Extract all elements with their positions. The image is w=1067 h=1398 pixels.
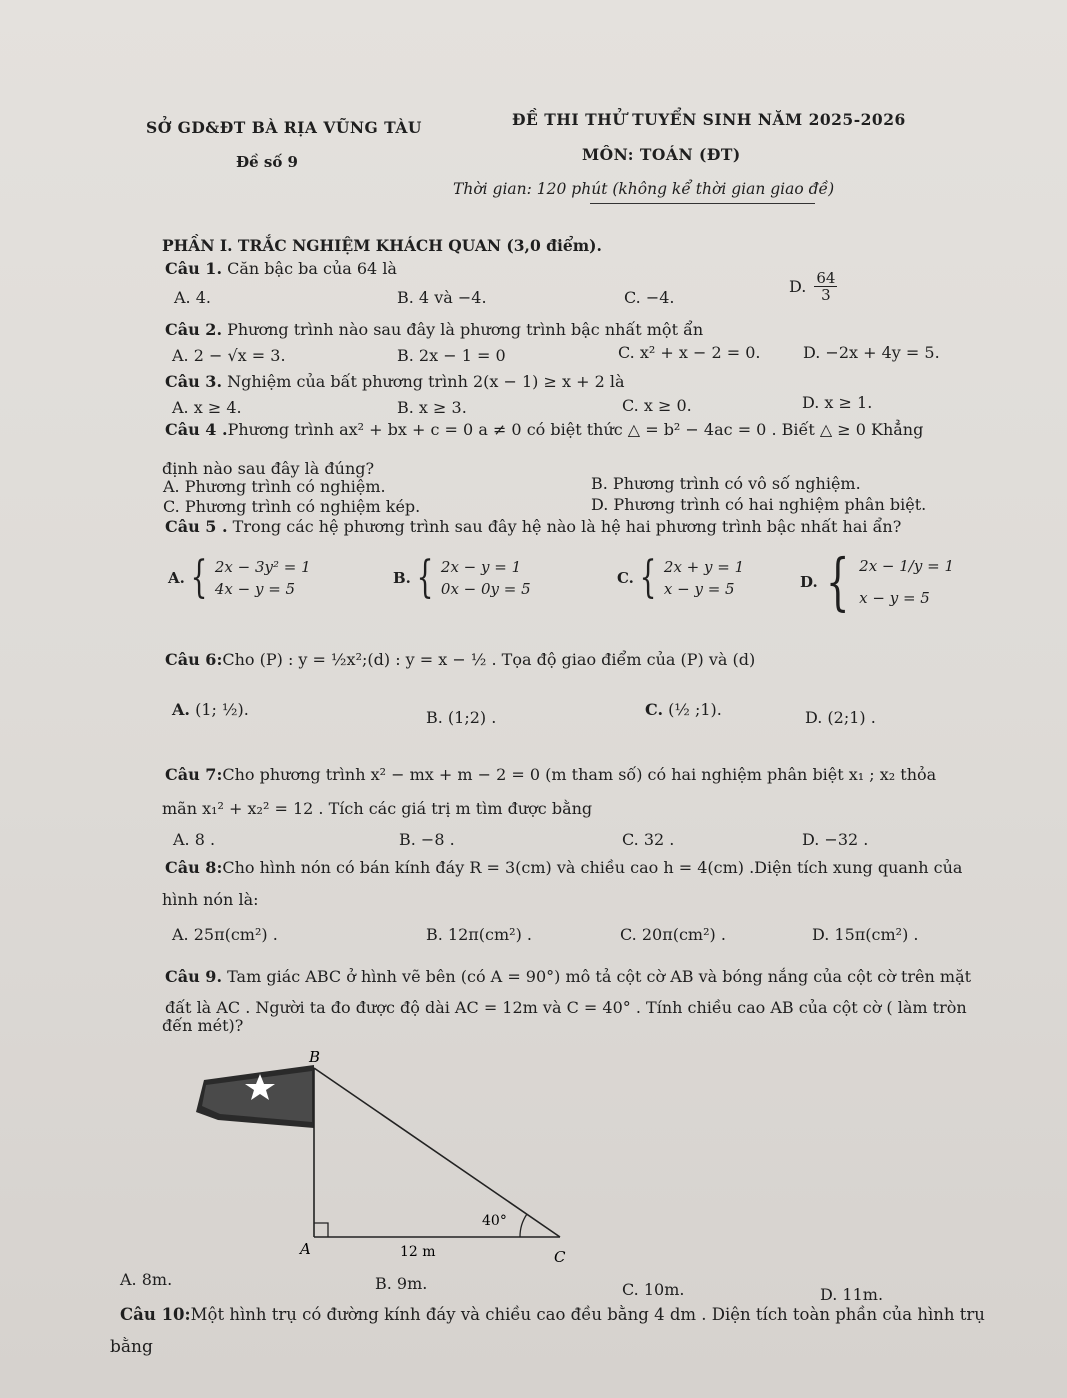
q5-d-label: D. (800, 573, 818, 591)
q7-text-continued: mãn x₁² + x₂² = 12 . Tích các giá trị m tìm được bằng (162, 799, 593, 818)
q1-d-denominator: 3 (821, 286, 831, 304)
q6-c-label: C. (645, 700, 664, 719)
q3-text: Nghiệm của bất phương trình 2(x − 1) ≥ x + 2 là (227, 372, 625, 391)
q8-option-c: C. 20π(cm²) . (620, 925, 726, 944)
q6-option-a (172, 700, 249, 719)
vertex-C: C (554, 1248, 566, 1266)
time-underline (590, 203, 815, 204)
q5-text: Trong các hệ phương trình sau đây hệ nào là hệ hai phương trình bậc nhất hai ẩn? (232, 517, 902, 536)
q8-option-d: D. 15π(cm²) . (812, 925, 919, 944)
q5-c-eq1: 2x + y = 1 (663, 558, 745, 576)
q1-d-fraction (814, 270, 837, 303)
length-label: 12 m (400, 1244, 436, 1260)
q2-option-d: D. −2x + 4y = 5. (803, 343, 940, 362)
q10-label: Câu 10: (120, 1305, 191, 1324)
q5-c-brace: { (639, 552, 657, 603)
vertex-A: A (300, 1240, 311, 1258)
q1-option-b: B. 4 và −4. (397, 288, 487, 307)
q7-option-c: C. 32 . (622, 830, 675, 849)
q9-text-end: đến mét)? (162, 1016, 244, 1035)
q2-text: Phương trình nào sau đây là phương trình bậc nhất một ẩn (227, 320, 704, 339)
angle-label: 40° (482, 1213, 507, 1229)
q9-label: Câu 9. (165, 967, 223, 986)
q5-option-b (393, 552, 531, 603)
q5-b-eq2: 0x − 0y = 5 (440, 580, 531, 598)
q3-label: Câu 3. (165, 372, 223, 391)
q7-text: Cho phương trình x² − mx + m − 2 = 0 (m tham số) có hai nghiệm phân biệt x₁ ; x₂ thỏa (222, 765, 937, 784)
q5-label: Câu 5 . (165, 517, 228, 536)
hypotenuse-BC (314, 1068, 560, 1237)
exam-subject: MÔN: TOÁN (ĐT) (582, 145, 741, 164)
vertex-B: B (309, 1048, 321, 1066)
q7-option-d: D. −32 . (802, 830, 869, 849)
q1-option-c: C. −4. (624, 288, 675, 307)
q6-option-b: B. (1;2) . (426, 708, 497, 727)
part-one-heading: PHẦN I. TRẮC NGHIỆM KHÁCH QUAN (3,0 điểm). (162, 236, 602, 255)
q4-option-d: D. Phương trình có hai nghiệm phân biệt. (591, 495, 927, 514)
q8-text: Cho hình nón có bán kính đáy R = 3(cm) và chiều cao h = 4(cm) .Diện tích xung quanh của (222, 858, 963, 877)
q9-text: Tam giác ABC ở hình vẽ bên (có A = 90°) mô tả cột cờ AB và bóng nắng của cột cờ trên mặt (227, 967, 972, 986)
q5-a-eq1: 2x − 3y² = 1 (214, 558, 311, 576)
q5-d-brace: { (825, 545, 850, 618)
q4-label: Câu 4 . (165, 420, 228, 439)
q2-option-c: C. x² + x − 2 = 0. (618, 343, 761, 362)
q1-text: Căn bậc ba của 64 là (227, 259, 397, 278)
q1-label: Câu 1. (165, 259, 223, 278)
q4-option-c: C. Phương trình có nghiệm kép. (163, 497, 421, 516)
q4-option-b: B. Phương trình có vô số nghiệm. (591, 474, 861, 493)
q5-b-brace: { (416, 552, 434, 603)
q5-c-label: C. (617, 569, 634, 587)
q7-label: Câu 7: (165, 765, 223, 784)
q6-a-value: (1; ½). (195, 700, 249, 719)
q8-option-a: A. 25π(cm²) . (172, 925, 278, 944)
angle-arc-C (520, 1214, 527, 1237)
q5-option-d (800, 545, 954, 618)
q3-option-d: D. x ≥ 1. (802, 393, 873, 412)
q5-c-eq2: x − y = 5 (663, 580, 735, 598)
q8-option-b: B. 12π(cm²) . (426, 925, 533, 944)
q9-option-c: C. 10m. (622, 1280, 685, 1299)
q5-option-c (617, 552, 745, 603)
q4-text-continued: định nào sau đây là đúng? (162, 459, 375, 478)
right-angle-marker (314, 1223, 328, 1237)
flagpole-figure (190, 1040, 590, 1270)
q9-option-b: B. 9m. (375, 1274, 428, 1293)
exam-title: ĐỀ THI THỬ TUYỂN SINH NĂM 2025-2026 (512, 110, 906, 129)
q6-a-label: A. (172, 700, 190, 719)
q8-label: Câu 8: (165, 858, 223, 877)
q9-option-d: D. 11m. (820, 1285, 884, 1304)
q1-d-numerator: 64 (816, 269, 836, 287)
q5-a-eq2: 4x − y = 5 (214, 580, 296, 598)
q3-option-a: A. x ≥ 4. (172, 398, 242, 417)
q5-b-label: B. (393, 569, 411, 587)
q5-a-label: A. (168, 569, 185, 587)
q4-text: Phương trình ax² + bx + c = 0 a ≠ 0 có biệt thức △ = b² − 4ac = 0 . Biết △ ≥ 0 Khẳng (227, 420, 924, 439)
q8-text-continued: hình nón là: (162, 890, 259, 909)
q3-option-b: B. x ≥ 3. (397, 398, 467, 417)
q5-a-brace: { (190, 552, 208, 603)
q5-d-eq2: x − y = 5 (859, 589, 930, 607)
q9-option-a: A. 8m. (120, 1270, 173, 1289)
q6-label: Câu 6: (165, 650, 223, 669)
q6-option-c (645, 700, 722, 719)
q5-option-a (168, 552, 311, 603)
q6-c-value: (½ ;1). (668, 700, 722, 719)
exam-time: Thời gian: 120 phút (không kể thời gian giao đề) (453, 180, 835, 198)
q2-label: Câu 2. (165, 320, 223, 339)
q5-b-eq1: 2x − y = 1 (440, 558, 522, 576)
q3-option-c: C. x ≥ 0. (622, 396, 692, 415)
q1-option-d (789, 270, 839, 303)
department-name: SỞ GD&ĐT BÀ RỊA VŨNG TÀU (146, 118, 422, 137)
q5-d-eq1: 2x − 1/y = 1 (859, 557, 954, 575)
q2-option-b: B. 2x − 1 = 0 (397, 346, 506, 365)
q7-option-b: B. −8 . (399, 830, 455, 849)
q2-option-a: A. 2 − √x = 3. (172, 346, 286, 365)
q9-text-continued: đất là AC . Người ta đo được độ dài AC = 12m và C = 40° . Tính chiều cao AB của cột cờ ( làm tròn (165, 998, 967, 1017)
q10-text-continued: bằng (110, 1337, 153, 1357)
q7-option-a: A. 8 . (173, 830, 216, 849)
q6-option-d: D. (2;1) . (805, 708, 876, 727)
q1-option-a: A. 4. (174, 288, 211, 307)
q6-text: Cho (P) : y = ½x²;(d) : y = x − ½ . Tọa độ giao điểm của (P) và (d) (222, 650, 756, 669)
q1-d-label: D. (789, 277, 807, 296)
q4-option-a: A. Phương trình có nghiệm. (163, 477, 386, 496)
exam-number: Đề số 9 (236, 153, 298, 171)
q10-text: Một hình trụ có đường kính đáy và chiều cao đều bằng 4 dm . Diện tích toàn phần của hình trụ (190, 1305, 985, 1324)
